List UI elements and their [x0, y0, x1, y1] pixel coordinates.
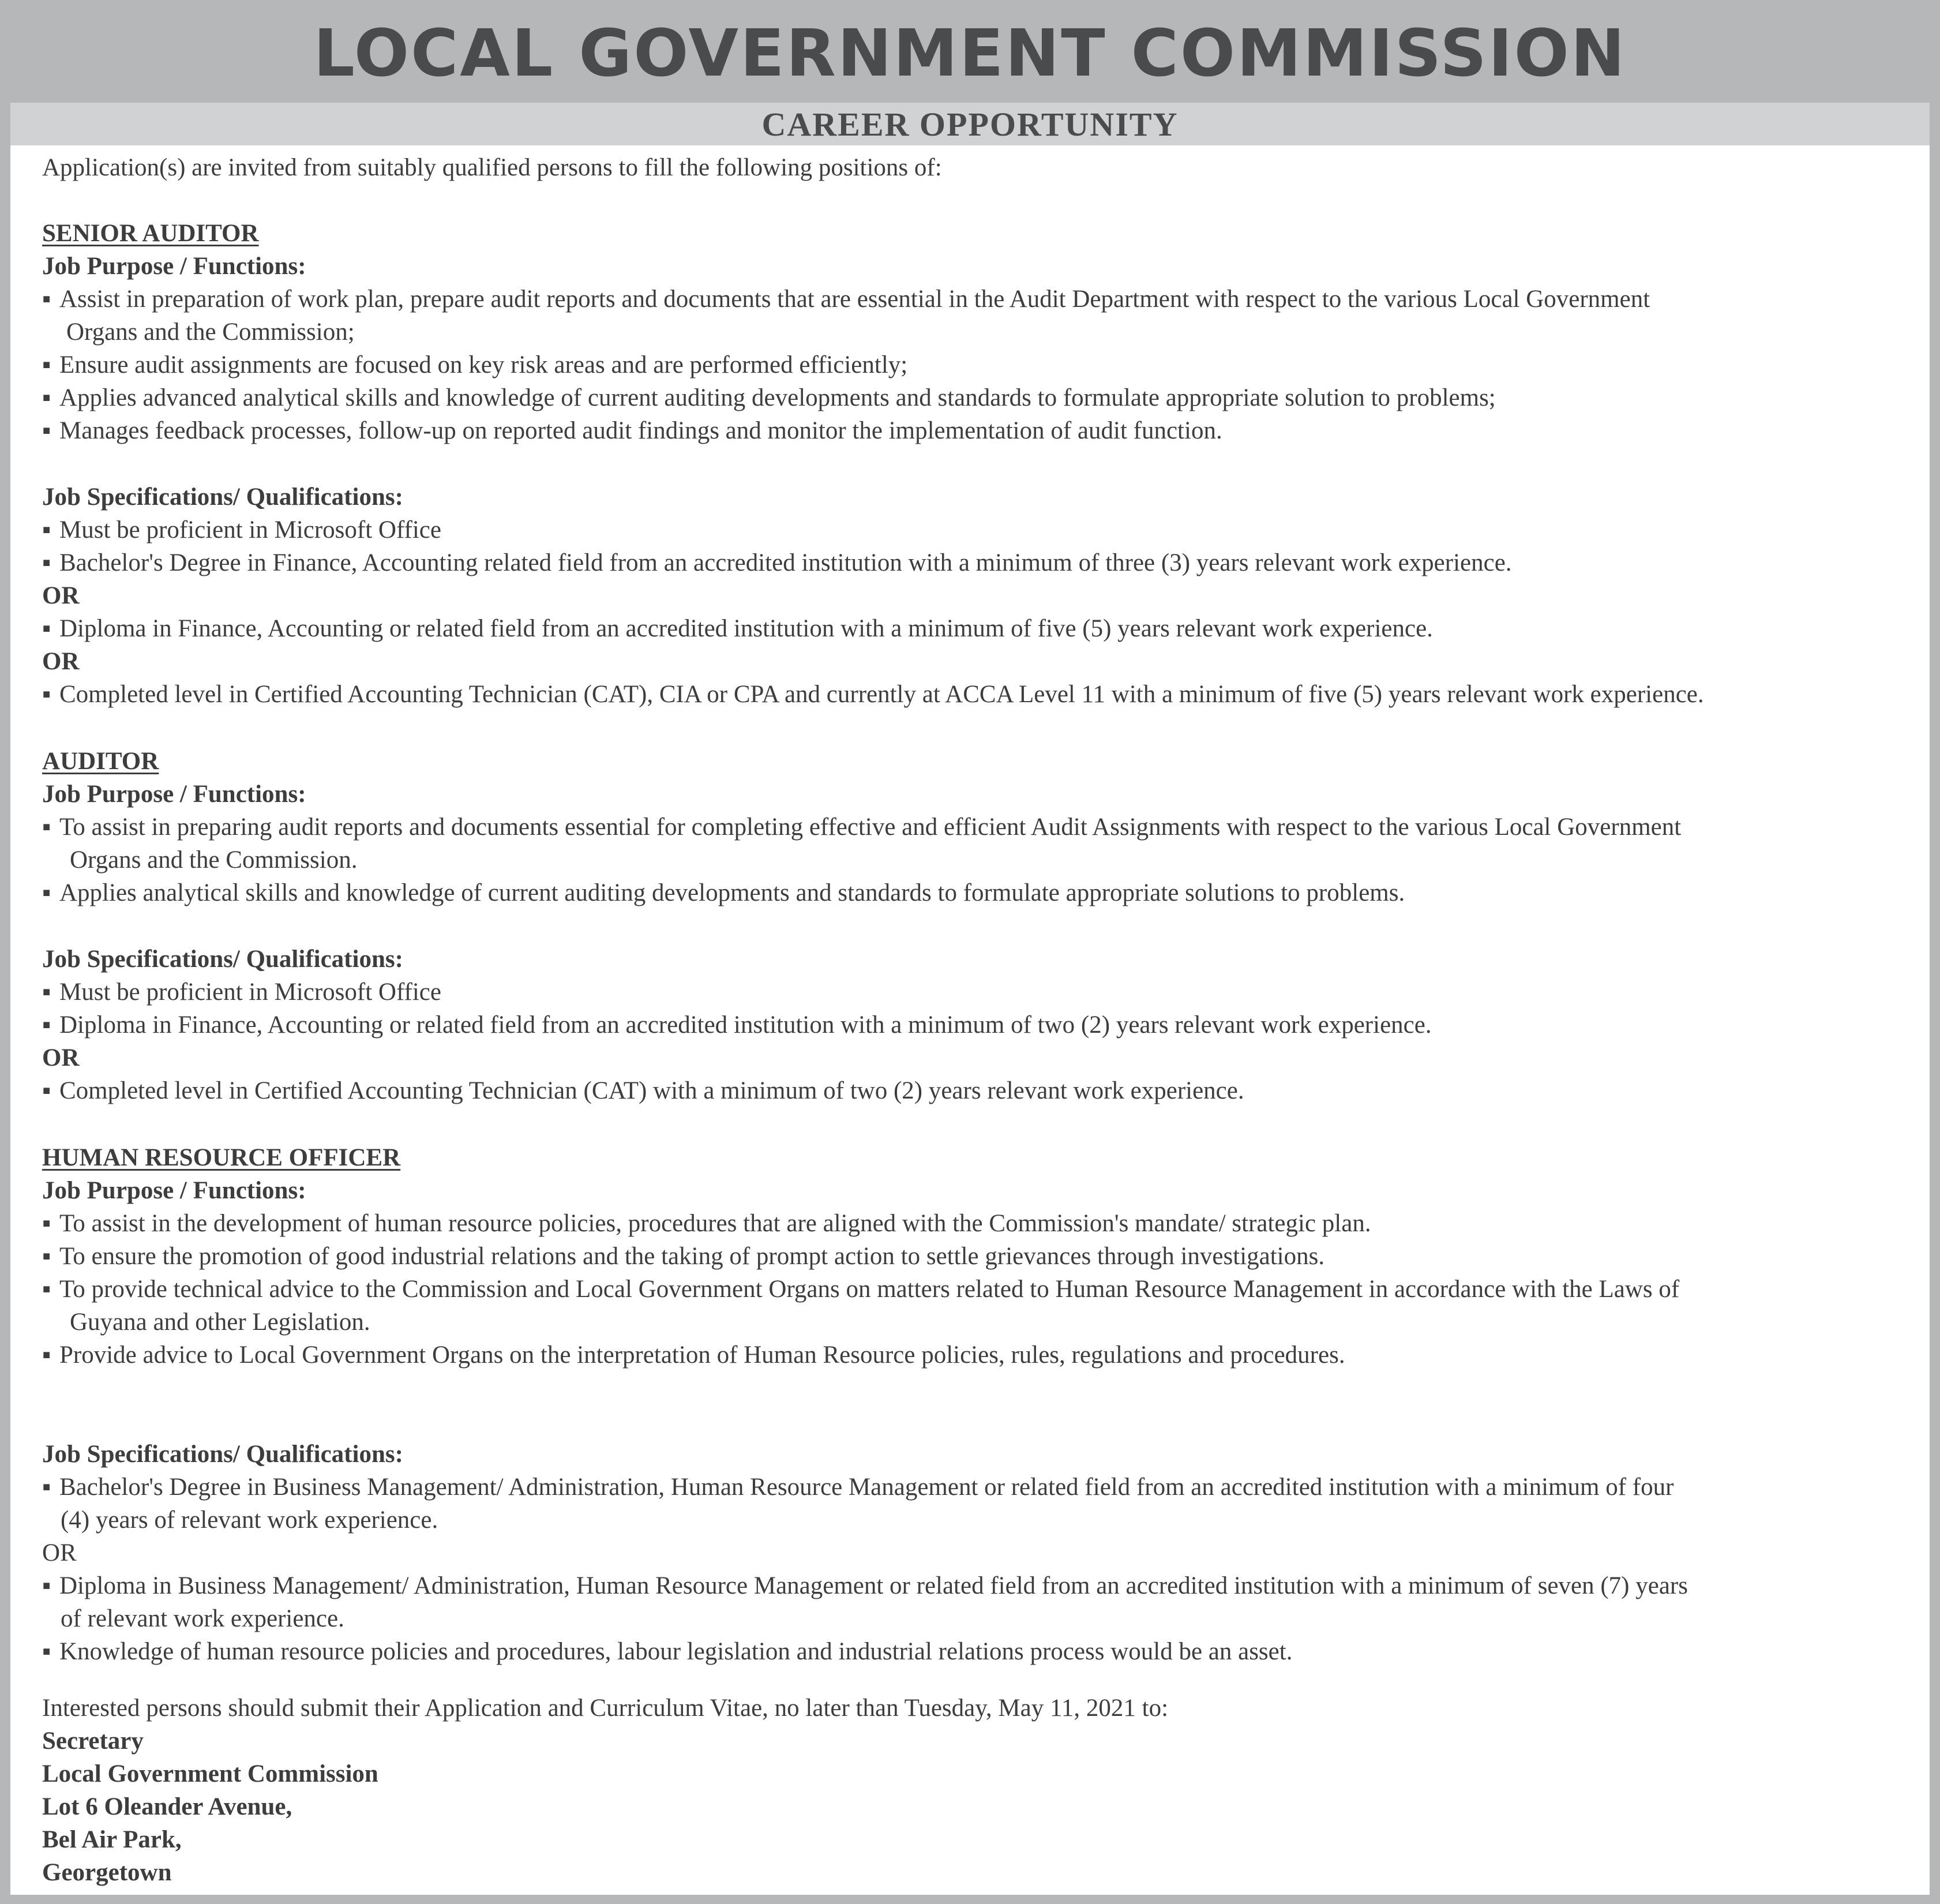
- purpose-heading: Job Purpose / Functions:: [42, 253, 306, 280]
- function-item: ▪ Manages feedback processes, follow-up on reported audit findings and monitor the implementation of audit function.: [42, 414, 1918, 447]
- function-item-continued: Guyana and other Legislation.: [70, 1309, 370, 1336]
- bullet-icon: ▪: [42, 516, 51, 544]
- bullet-icon: ▪: [42, 384, 51, 411]
- bullet-icon: ▪: [42, 1011, 51, 1039]
- spec-heading: Job Specifications/ Qualifications:: [42, 484, 403, 511]
- bullet-icon: ▪: [42, 286, 51, 313]
- qualification-item: ▪ Diploma in Finance, Accounting or related field from an accredited institution with a minimum of five (5) years relevant work experience.: [42, 612, 1918, 645]
- address-line: Lot 6 Oleander Avenue,: [42, 1793, 292, 1820]
- address-line: Bel Air Park,: [42, 1826, 182, 1853]
- function-item: ▪ Ensure audit assignments are focused on key risk areas and are performed efficiently;: [42, 348, 1918, 381]
- qualification-item: ▪ Bachelor's Degree in Finance, Accounting related field from an accredited institution with a minimum of three (3) years relevant work experience.: [42, 546, 1918, 579]
- position-title-hr-officer: HUMAN RESOURCE OFFICER: [42, 1144, 401, 1171]
- qualification-item: ▪ Knowledge of human resource policies and procedures, labour legislation and industrial relations process would be an asset.: [42, 1635, 1918, 1668]
- bullet-icon: ▪: [42, 1210, 51, 1237]
- bullet-icon: ▪: [42, 681, 51, 708]
- function-item-continued: Organs and the Commission;: [66, 318, 355, 346]
- function-item: ▪ To provide technical advice to the Commission and Local Government Organs on matters related to Human Resource Management in accordance with the Laws of: [42, 1273, 1918, 1306]
- bullet-icon: ▪: [42, 1638, 51, 1665]
- purpose-heading: Job Purpose / Functions:: [42, 781, 306, 808]
- bullet-icon: ▪: [42, 879, 51, 906]
- advertisement-body: [10, 145, 1930, 1895]
- qualification-item: ▪ Must be proficient in Microsoft Office: [42, 514, 1918, 546]
- bullet-icon: ▪: [42, 1474, 51, 1501]
- qualification-item: ▪ Must be proficient in Microsoft Office: [42, 976, 1918, 1009]
- or-separator: OR: [42, 1539, 77, 1566]
- or-separator: OR: [42, 648, 80, 675]
- bullet-icon: ▪: [42, 615, 51, 642]
- bullet-icon: ▪: [42, 549, 51, 576]
- bullet-icon: ▪: [42, 417, 51, 444]
- address-line: Secretary: [42, 1727, 144, 1755]
- bullet-icon: ▪: [42, 979, 51, 1006]
- page-subtitle: CAREER OPPORTUNITY: [761, 105, 1179, 143]
- qualification-item: ▪ Diploma in Finance, Accounting or related field from an accredited institution with a minimum of two (2) years relevant work experience.: [42, 1009, 1918, 1041]
- or-separator: OR: [42, 582, 80, 609]
- function-item: ▪ Applies analytical skills and knowledge of current auditing developments and standards to formulate appropriate solutions to problems.: [42, 876, 1918, 909]
- qualification-item-continued: (4) years of relevant work experience.: [61, 1506, 438, 1534]
- qualification-item: ▪ Diploma in Business Management/ Administration, Human Resource Management or related field from an accredited institution with a minimum of seven (7) years: [42, 1569, 1918, 1602]
- address-line: Local Government Commission: [42, 1760, 378, 1787]
- bullet-icon: ▪: [42, 351, 51, 378]
- closing-text: Interested persons should submit their Application and Curriculum Vitae, no later than Tuesday, May 11, 2021 to:: [42, 1695, 1169, 1722]
- function-item: ▪ To ensure the promotion of good industrial relations and the taking of prompt action to settle grievances through investigations.: [42, 1240, 1918, 1273]
- function-item-continued: Organs and the Commission.: [70, 846, 358, 874]
- function-item: ▪ Assist in preparation of work plan, prepare audit reports and documents that are essential in the Audit Department with respect to the various Local Government: [42, 283, 1918, 316]
- subtitle-bar: [10, 103, 1930, 145]
- function-item: ▪ To assist in the development of human resource policies, procedures that are aligned with the Commission's mandate/ strategic plan.: [42, 1207, 1918, 1240]
- or-separator: OR: [42, 1044, 80, 1071]
- header-bar: [0, 0, 1940, 103]
- address-line: Georgetown: [42, 1859, 172, 1886]
- qualification-item: ▪ Completed level in Certified Accounting Technician (CAT) with a minimum of two (2) years relevant work experience.: [42, 1074, 1918, 1107]
- qualification-item: ▪ Bachelor's Degree in Business Management/ Administration, Human Resource Management or related field from an accredited institution with a minimum of four: [42, 1471, 1918, 1504]
- qualification-item: ▪ Completed level in Certified Accounting Technician (CAT), CIA or CPA and currently at ACCA Level 11 with a minimum of five (5) years relevant work experience.: [42, 678, 1918, 711]
- page-title: LOCAL GOVERNMENT COMMISSION: [313, 16, 1627, 91]
- function-item: ▪ Applies advanced analytical skills and knowledge of current auditing developments and standards to formulate appropriate solution to problems;: [42, 381, 1918, 414]
- bullet-icon: ▪: [42, 1341, 51, 1369]
- bullet-icon: ▪: [42, 814, 51, 841]
- position-title-auditor: AUDITOR: [42, 748, 159, 775]
- spec-heading: Job Specifications/ Qualifications:: [42, 946, 403, 973]
- intro-text: Application(s) are invited from suitably qualified persons to fill the following positions of:: [42, 154, 942, 181]
- bullet-icon: ▪: [42, 1077, 51, 1104]
- qualification-item-continued: of relevant work experience.: [61, 1605, 344, 1632]
- bullet-icon: ▪: [42, 1276, 51, 1303]
- position-title-senior-auditor: SENIOR AUDITOR: [42, 220, 259, 247]
- spec-heading: Job Specifications/ Qualifications:: [42, 1441, 403, 1468]
- bullet-icon: ▪: [42, 1243, 51, 1270]
- purpose-heading: Job Purpose / Functions:: [42, 1177, 306, 1204]
- bullet-icon: ▪: [42, 1572, 51, 1599]
- function-item: ▪ To assist in preparing audit reports and documents essential for completing effective and efficient Audit Assignments with respect to the various Local Government: [42, 811, 1918, 844]
- function-item: ▪ Provide advice to Local Government Organs on the interpretation of Human Resource policies, rules, regulations and procedures.: [42, 1339, 1918, 1371]
